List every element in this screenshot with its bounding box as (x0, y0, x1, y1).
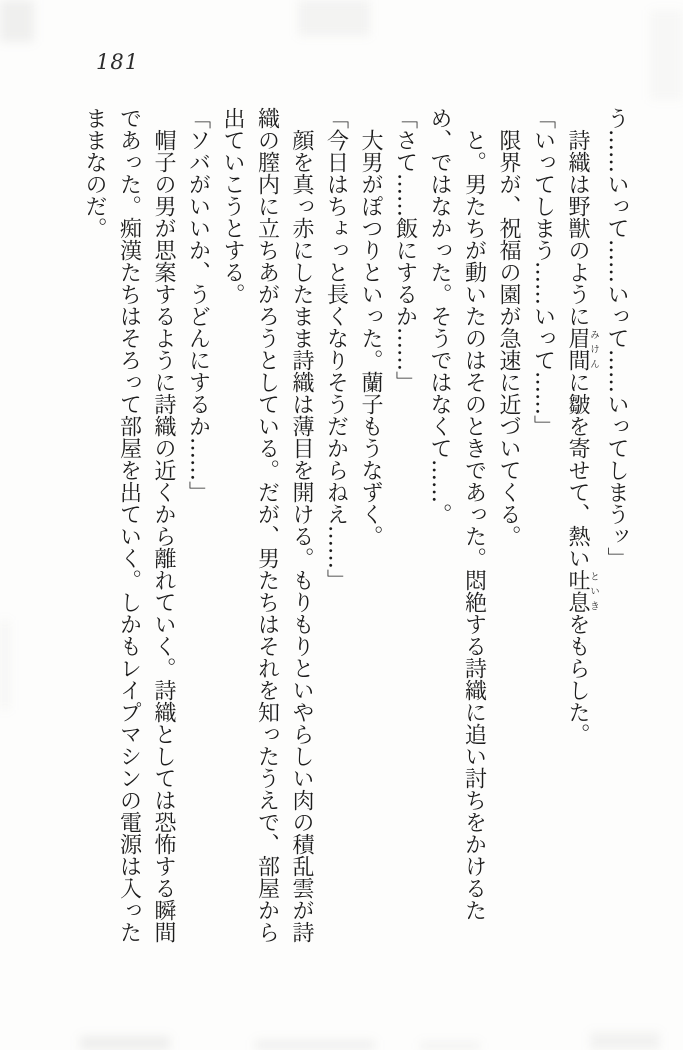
scan-artifact (590, 1032, 660, 1050)
paragraph: 「今日はちょっと長くなりそうだからねえ……」 (323, 107, 349, 591)
body-text (77, 107, 634, 945)
furigana-text: みけん (588, 327, 599, 371)
furigana-ruby: 眉間みけん (565, 327, 599, 371)
scan-artifact (0, 620, 10, 710)
furigana-ruby: 吐息といき (565, 569, 599, 613)
paragraph: 大男がぽつりといった。蘭子もうなずく。 (358, 129, 383, 547)
paragraph: 限界が、祝福の園が急速に近づいてくる。 (496, 129, 521, 547)
furigana-text: といき (588, 569, 599, 613)
scan-artifact (650, 10, 683, 100)
scan-artifact (298, 0, 370, 36)
scan-artifact (0, 0, 34, 42)
scan-artifact (420, 1042, 480, 1050)
paragraph: 「ソバがいいか、うどんにするか……」 (185, 107, 211, 503)
paragraph: 顔を真っ赤にしたまま詩織は薄目を開ける。もりもりといやらしい肉の積乱雲が詩織の膣内に立ちあがろうとしている。だが、男たちはそれを知ったうえで、部屋から出ていこうとする。 (220, 107, 314, 943)
paragraph: 「いってしまう……いって……」 (530, 107, 556, 437)
scan-artifact (255, 1040, 375, 1050)
scan-artifact (80, 1036, 170, 1050)
paragraph: 詩織は野獣のように眉間みけんに皺を寄せて、熱い吐息といきをもらした。 (565, 129, 599, 745)
paragraph: 帽子の男が思案するように詩織の近くから離れていく。詩織としては恐怖する瞬間であった。痴漢たちはそろって部屋を出ていく。しかもレイプマシンの電源は入ったままなのだ。 (82, 107, 176, 943)
paragraph: う……いって……いって……いってしまうッ」 (604, 107, 629, 569)
paragraph: 「さて……飯にするか……」 (392, 107, 418, 393)
page-number: 181 (96, 50, 140, 74)
paragraph: と。男たちが動いたのはそのときであった。悶絶する詩織に追い討ちをかけるため、ではなかった。そうではなくて……。 (427, 107, 487, 921)
